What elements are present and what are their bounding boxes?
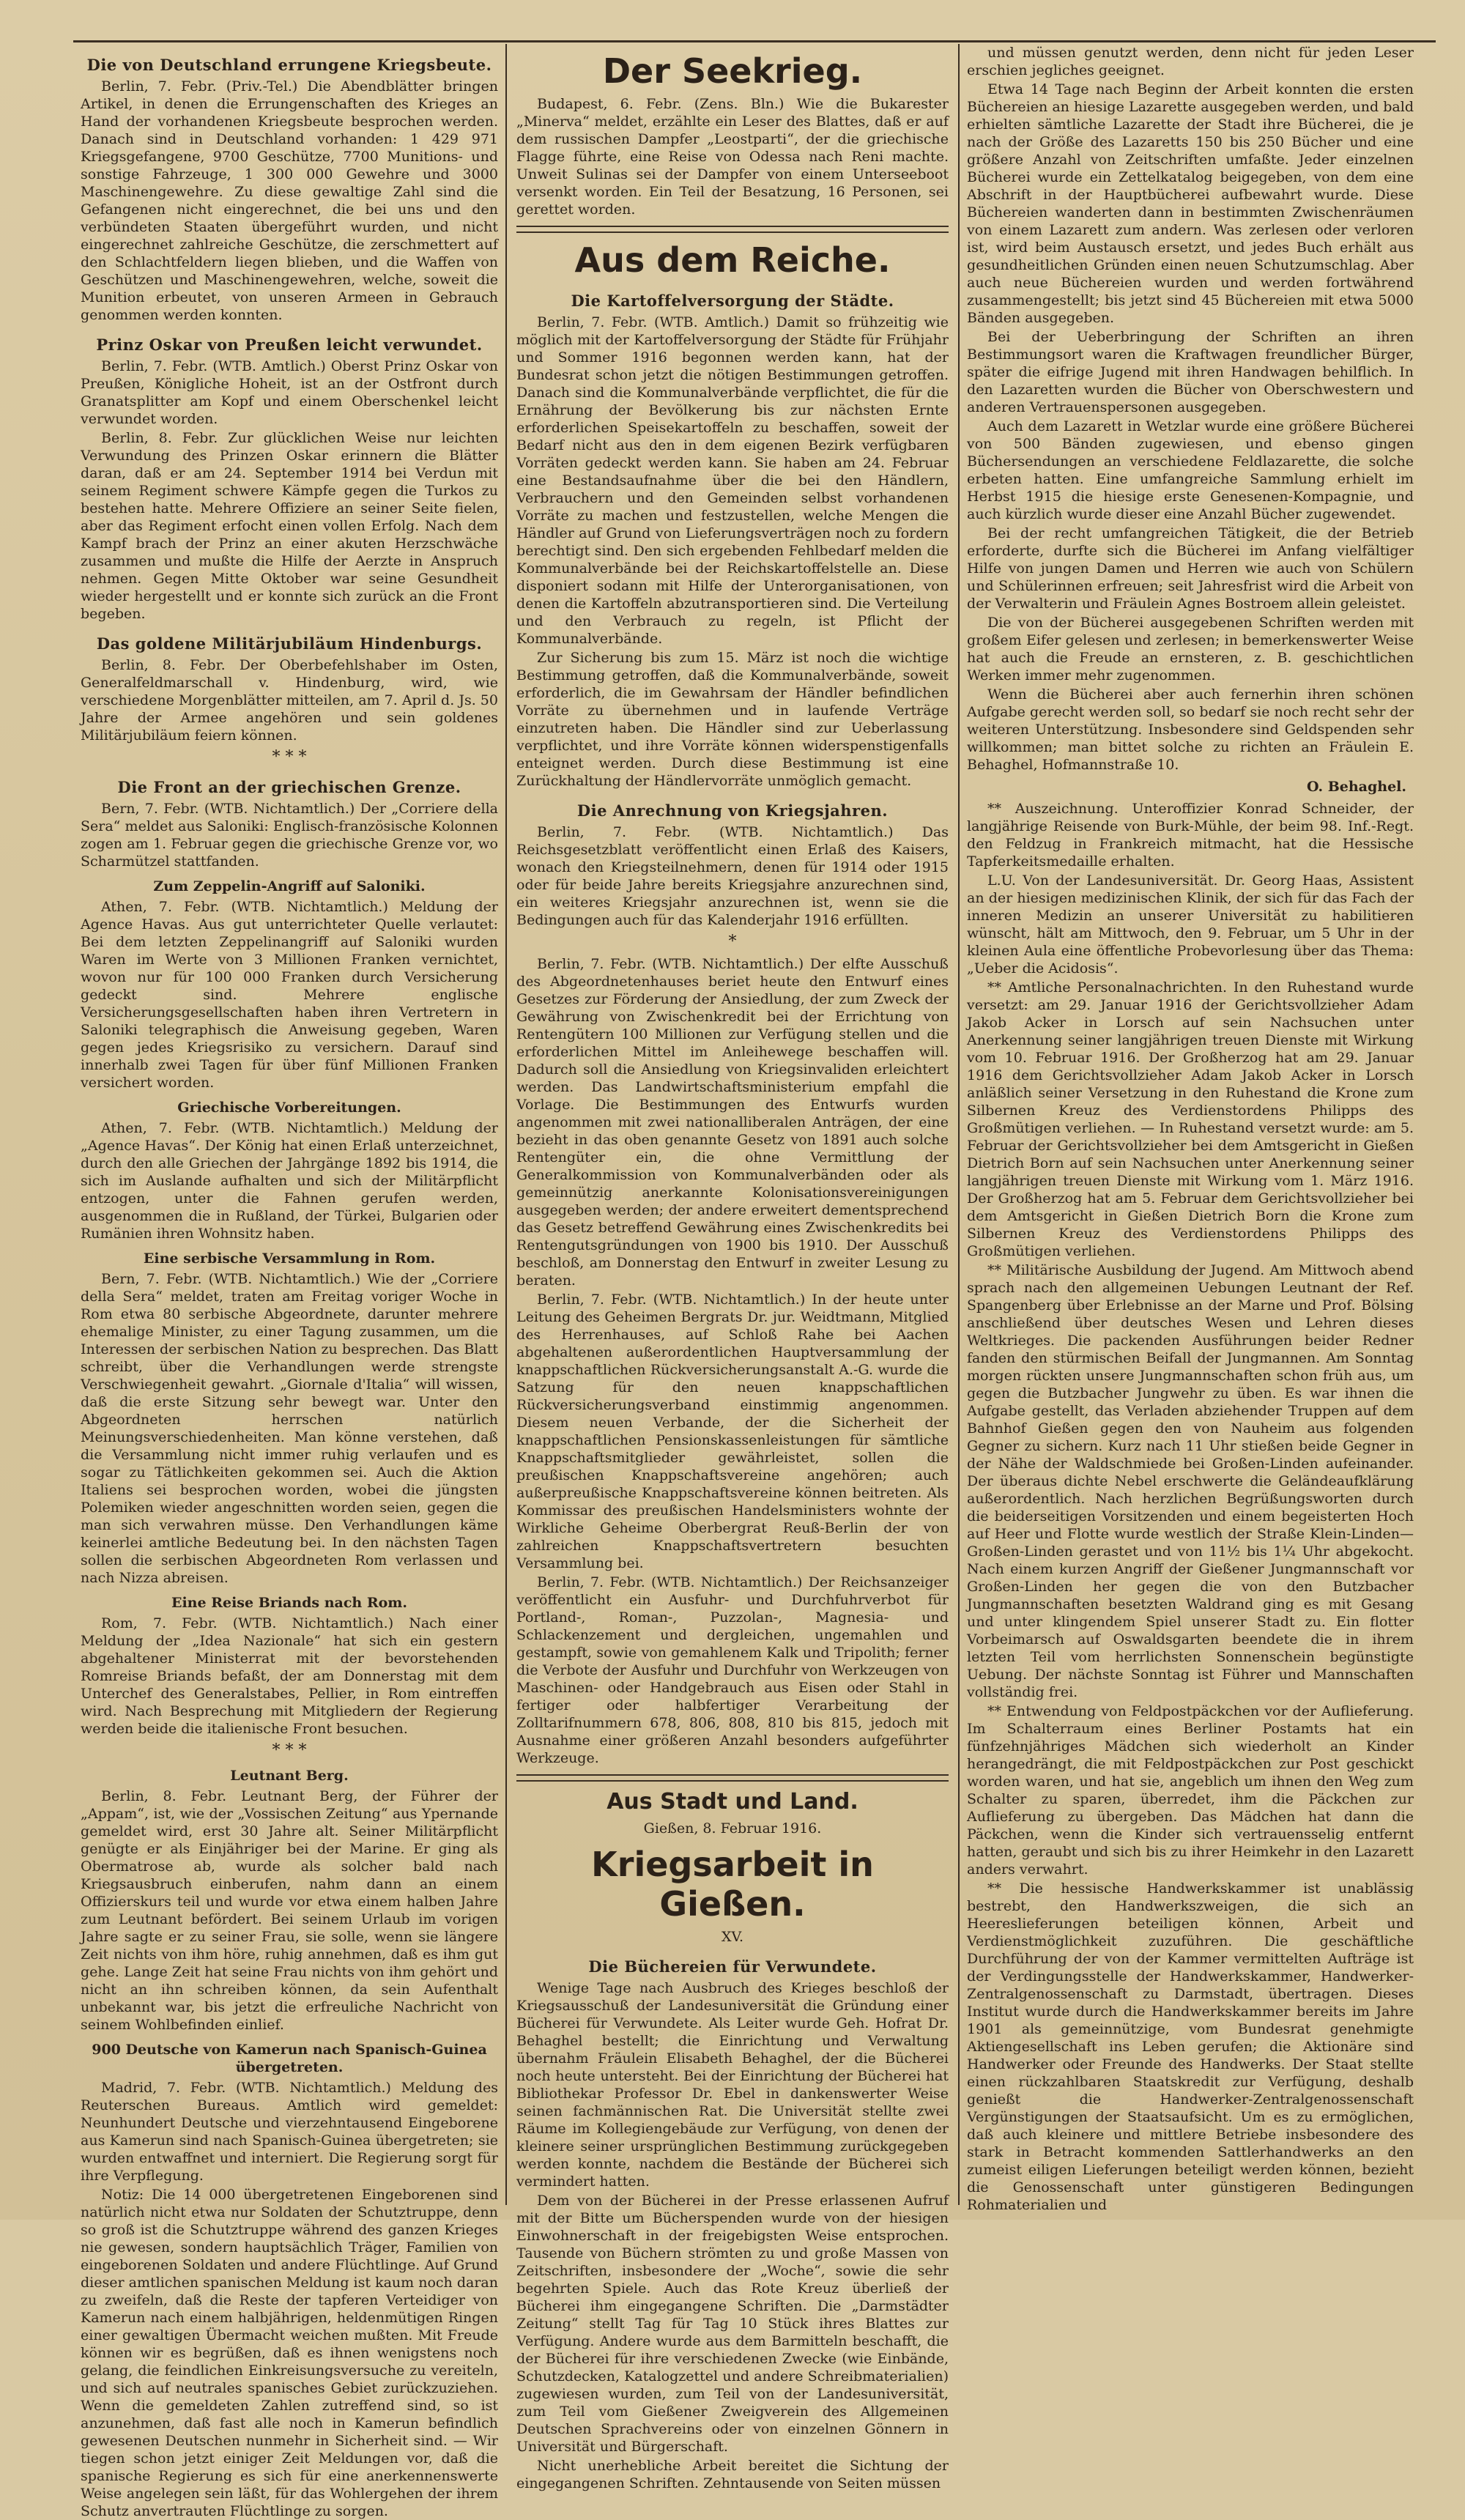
article-paragraph: Bei der Ueberbringung der Schriften an ihren Bestimmungsort waren die Kraftwagen freundlicher Bürger, später die eifrige Jugend mit ihren Handwagen behilflich. In den Lazaretten wurden die Bücher von Oberschwestern und anderen Vertrauenspersonen ausgegeben. [967, 329, 1414, 415]
article-heading: Leutnant Berg. [230, 1768, 349, 1784]
article-paragraph: ** Entwendung von Feldpostpäckchen vor der Auflieferung. Im Schalterraum eines Berliner Postamts hat ein fünfzehnjähriges Mädchen sich wiederholt an Kinder herangedrängt, die mit Feldpostpäckchen zur Post geschickt worden waren, und hat sie, angeblich um ihnen den Weg zum Schalter zu sparen, überredet, ihm die Päckchen zur Auflieferung zu übergeben. Das Mädchen hat dann die Päckchen, wenn die Kinder sich vertrauensselig entfernt hatten, geraubt und sich bis zu ihrer Heimkehr in den Lazarett anders verwahrt. [967, 1703, 1414, 1878]
article-paragraph: Bern, 7. Febr. (WTB. Nichtamtlich.) Wie der „Corriere della Sera“ meldet, traten am Freitag voriger Woche in Rom etwa 80 serbische Abgeordnete, darunter mehrere ehemalige Minister, zu einer Tagung zusammen, um die Interessen der serbischen Nation zu besprechen. Das Blatt schreibt, über die Verhandlungen werde strengste Verschwiegenheit gewahrt. „Giornale d'Italia“ will wissen, daß die erste Sitzung sehr bewegt war. Unter den Abgeordneten herrschen natürlich Meinungsverschiedenheiten. Man könne verstehen, daß die Versammlung nicht immer ruhig verlaufen und es sogar zu Tätlichkeiten gekommen sei. Auch die Aktion Italiens sei besprochen worden, wobei die jüngsten Polemiken wieder angeschnitten worden seien, gegen die man sich verwahren müsse. Den Verhandlungen käme keinerlei amtliche Bedeutung bei. In den nächsten Tagen sollen die serbischen Abgeordneten Rom verlassen und nach Nizza abreisen. [81, 1271, 498, 1586]
series-number: XV. [722, 1929, 743, 1945]
article-paragraph: Dem von der Bücherei in der Presse erlassenen Aufruf mit der Bitte um Bücherspenden wurde von der hiesigen Einwohnerschaft in der freigebigsten Weise entsprochen. Tausende von Büchern strömten zu und große Massen von Zeitschriften, insbesondere der „Woche“, sowie die sehr begehrten Spiele. Auch das Rote Kreuz überließ der Bücherei ihm eingegangene Schriften. Die „Darmstädter Zeitung“ stellt Tag für Tag 10 Stück ihres Blattes zur Verfügung. Andere wurde aus dem Barmitteln beschafft, die der Bücherei für ihre verschiedenen Zwecke (wie Einbände, Schutzdecken, Katalogzettel und andere Schreibmaterialien) zugewiesen wurden, zum Teil von der Landesuniversität, zum Teil vom Gießener Zweigverein des Allgemeinen Deutschen Sprachvereins oder von einzelnen Gönnern in Universität und Bürgerschaft. [516, 2193, 949, 2455]
article-heading: Die von Deutschland errungene Kriegsbeute. [86, 56, 492, 74]
article-paragraph: Zur Sicherung bis zum 15. März ist noch die wichtige Bestimmung getroffen, daß die Kommunalverbände, soweit erforderlich, die im Gewahrsam der Händler befindlichen Vorräte zu übernehmen und in laufende Verträge einzutreten haben. Die Händler sind zur Ueberlassung verpflichtet, und ihre Vorräte können widerspenstigenfalls enteignet werden. Durch diese Bestimmung ist eine Zurückhaltung der Händlervorräte unmöglich gemacht. [516, 650, 949, 789]
section-separator: * * * [272, 748, 307, 766]
article-paragraph: Berlin, 7. Febr. (WTB. Nichtamtlich.) Das Reichsgesetzblatt veröffentlicht einen Erlaß des Kaisers, wonach den Kriegsteilnehmern, denen für 1914 oder 1915 oder für beide Jahre bereits Kriegsjahre anzurechnen sind, ein weiteres Kriegsjahr anzurechnen ist, wenn sie die Bedingungen auch für das Kalenderjahr 1916 erfüllten. [516, 824, 949, 928]
section-separator: * [728, 933, 737, 951]
section-title: Der Seekrieg. [602, 51, 863, 91]
article-paragraph: Berlin, 8. Febr. Leutnant Berg, der Führer der „Appam“, ist, wie der „Vossischen Zeitung“ aus Ypernande gemeldet wird, erst 30 Jahre alt. Seiner Militärpflicht genügte er als Einjähriger bei der Marine. Er ging als Obermatrose ab, wurde als solcher bald nach Kriegsausbruch einberufen, nahm dann an einem Offizierskurs teil und wurde vor etwa einem halben Jahre zum Leutnant befördert. Bei seinem Urlaub im vorigen Jahre sagte er zu seiner Frau, sie solle, wenn sie längere Zeit nichts von ihm höre, ruhig annehmen, daß es ihm gut gehe. Lange Zeit hat seine Frau nichts von ihm gehört und nicht an ihn schreiben können, da sein Aufenthalt unbekannt war, bis jetzt die erfreuliche Nachricht von seinem Wohlbefinden einlief. [81, 1788, 498, 2033]
article-heading: Eine Reise Briands nach Rom. [171, 1595, 408, 1611]
article-paragraph: Die von der Bücherei ausgegebenen Schriften werden mit großem Eifer gelesen und zerlesen; in bemerkenswerter Weise hat auch die Freude an ernsteren, z. B. geschichtlichen Werken immer mehr zugenommen. [967, 615, 1414, 683]
article-paragraph: L.U. Von der Landesuniversität. Dr. Georg Haas, Assistent an der hiesigen medizinischen Klinik, der sich für das Fach der inneren Medizin an unserer Universität zu habilitieren wünscht, hält am Mittwoch, den 9. Februar, um 5 Uhr in der kleinen Aula eine öffentliche Probevorlesung über das Thema: „Ueber die Acidosis“. [967, 872, 1414, 976]
article-heading: Die Kartoffelversorgung der Städte. [571, 292, 894, 310]
article-heading: Prinz Oskar von Preußen leicht verwundet. [96, 336, 483, 354]
column-divider [958, 44, 960, 2205]
section-title: Kriegsarbeit in Gießen. [591, 1845, 874, 1924]
article-paragraph: Budapest, 6. Febr. (Zens. Bln.) Wie die Bukarester „Minerva“ meldet, erzählte ein Leser des Blattes, daß er auf dem russischen Dampfer „Leostparti“, der die griechische Flagge führte, eine Reise von Odessa nach Reni machte. Unweit Sulinas sei der Dampfer von einem Unterseeboot versenkt worden. Ein Teil der Besatzung, 16 Personen, sei gerettet worden. [516, 96, 949, 218]
article-paragraph: Madrid, 7. Febr. (WTB. Nichtamtlich.) Meldung des Reuterschen Bureaus. Amtlich wird gemeldet: Neunhundert Deutsche und vierzehntausend Eingeborene aus Kamerun sind nach Spanisch-Guinea übergetreten; sie wurden entwaffnet und interniert. Die Regierung sorgt für ihre Verpflegung. [81, 2080, 498, 2184]
article-paragraph: Berlin, 7. Febr. (WTB. Nichtamtlich.) Der Reichsanzeiger veröffentlicht ein Ausfuhr- und Durchfuhrverbot für Portland-, Roman-, Puzzolan-, Magnesia- und Schlackenzement und dergleichen, ungemahlen und gestampft, sowie von gemahlenem Kalk und Tripolith; ferner die Verbote der Ausfuhr und Durchfuhr von Werkzeugen von Maschinen- oder Handgebrauch aus Eisen oder Stahl in fertiger oder halbfertiger Verarbeitung der Zolltarifnummern 678, 806, 808, 810 bis 815, jedoch mit Ausnahme einer größeren Anzahl besonders aufgeführter Werkzeuge. [516, 1574, 949, 1766]
article-paragraph: Wenn die Bücherei aber auch fernerhin ihren schönen Aufgabe gerecht werden soll, so bedarf sie noch recht sehr der weiteren Unterstützung. Insbesondere sind Geldspenden sehr willkommen; man bittet solche zu richten an Fräulein E. Behaghel, Hofmannstraße 10. [967, 686, 1414, 773]
column-divider [505, 44, 507, 2205]
signature: O. Behaghel. [1307, 779, 1406, 795]
column-right [967, 44, 1414, 2213]
article-paragraph: Berlin, 7. Febr. (WTB. Nichtamtlich.) Der elfte Ausschuß des Abgeordnetenhauses beriet heute den Entwurf eines Gesetzes zur Förderung der Ansiedlung, der zum Zweck der Gewährung von Zwischenkredit bei der Errichtung von Rentengütern 100 Millionen zur Verfügung stellen und die erforderlichen Mittel im Anleihewege beschaffen will. Dadurch soll die Ansiedlung von Kriegsinvaliden erleichtert werden. Das Landwirtschaftsministerium empfahl die Vorlage. Die Bestimmungen des Entwurfs wurden angenommen mit zwei nationalliberalen Anträgen, der eine bezieht in das oben genannte Gesetz von 1891 auch solche Rentengüter ein, die ohne Vermittlung der Generalkommission von Kommunalverbänden oder als gemeinnützig anerkannte Kolonisationsvereinigungen ausgegeben werden; der andere erweitert dementsprechend das Gesetz betreffend Gewährung eines Zwischenkredits bei Rentengutsgründungen von 1900 bis 1910. Der Ausschuß beschloß, am Donnerstag den Entwurf in zweiter Lesung zu beraten. [516, 956, 949, 1289]
article-paragraph: ** Militärische Ausbildung der Jugend. Am Mittwoch abend sprach nach den allgemeinen Uebungen Leutnant der Ref. Spangenberg über Erlebnisse an der Marne und Prof. Bölsing anschließend über deutsches Wesen und Lehren dieses Weltkrieges. Die packenden Ausführungen beider Redner fanden den stürmischen Beifall der Jungmannen. Am Sonntag morgen rückten unsere Jungmannschaften schon früh aus, um gegen die Butzbacher Jungwehr zu üben. Es war ihnen die Aufgabe gestellt, das Verladen abziehender Truppen auf dem Bahnhof Gießen gegen den von Nauheim aus folgenden Gegner zu sichern. Kurz nach 11 Uhr stießen beide Gegner in der Nähe der Waldschmiede bei Großen-Linden aufeinander. Der überaus dichte Nebel erschwerte die Geländeaufklärung außerordentlich. Nach herzlichen Begrüßungsworten durch die beiderseitigen Vorsitzenden und einem begeisterten Hoch auf Heer und Flotte wurde westlich der Straße Klein-Linden—Großen-Linden gerastet und von 11½ bis 1¼ Uhr abgekocht. Nach einem kurzen Angriff der Gießener Jungmannschaft vor Großen-Linden her gegen die von den Butzbacher Jungmannschaften besetzten Waldrand ging es mit Gesang und unter klingendem Spiel unserer Stadt zu. Ein flotter Vorbeimarsch auf Oswaldsgarten beendete die in ihrem letzten Teil vom herrlichsten Sonnenschein begünstigte Uebung. Der nächste Sonntag ist Führer und Mannschaften vollständig frei. [967, 1262, 1414, 1700]
article-heading: Die Büchereien für Verwundete. [588, 1957, 877, 1976]
article-paragraph: Notiz: Die 14 000 übergetretenen Eingeborenen sind natürlich nicht etwa nur Soldaten der Schutztruppe, denn so groß ist die Schutztruppe während des ganzen Krieges nie gewesen, sondern hauptsächlich Träger, Familien von eingeborenen Soldaten und andere Flüchtlinge. Auf Grund dieser amtlichen spanischen Meldung ist kaum noch daran zu zweifeln, daß die Reste der tapferen Verteidiger von Kamerun nach einem halbjährigen, heldenmütigen Ringen einer gewaltigen Übermacht weichen mußten. Mit Freude können wir es begrüßen, daß es ihnen wenigstens noch gelang, die feindlichen Einkreisungsversuche zu vereiteln, und sich auf neutrales spanisches Gebiet zurückzuziehen. Wenn die gemeldeten Zahlen zutreffend sind, so ist anzunehmen, daß fast alle noch in Kamerun befindlich gewesenen Deutschen nunmehr in Sicherheit sind. — Wir tiegen schon jetzt einiger Zeit Meldungen vor, daß die spanische Regierung es sich für eine anerkennenswerte Weise angelegen sein läßt, für das Wohlergehen der ihrem Schutz anvertrauten Flüchtlinge zu sorgen. [81, 2187, 498, 2519]
article-paragraph: Bern, 7. Febr. (WTB. Nichtamtlich.) Der „Corriere della Sera“ meldet aus Saloniki: Englisch-französische Kolonnen zogen am 1. Februar gegen die griechische Grenze vor, wo Scharmützel stattfanden. [81, 801, 498, 870]
section-separator: * * * [272, 1741, 307, 1760]
article-heading: Das goldene Militärjubiläum Hindenburgs. [96, 634, 483, 653]
article-paragraph: und müssen genutzt werden, denn nicht für jeden Leser erschien jegliches geeignet. [967, 45, 1414, 78]
article-paragraph: Berlin, 8. Febr. Zur glücklichen Weise nur leichten Verwundung des Prinzen Oskar erinnern die Blätter daran, daß er am 24. September 1914 bei Verdun mit seinem Regiment schwere Kämpfe gegen die Turkos zu bestehen hatte. Mehrere Offiziere an seiner Seite fielen, aber das Regiment erfocht einen vollen Erfolg. Nach dem Kampf brach der Prinz an einer akuten Herzschwäche zusammen und mußte die Hilfe der Aerzte in Anspruch nehmen. Gegen Mitte Oktober war seine Gesundheit wieder hergestellt und er konnte sich zurück an die Front begeben. [81, 430, 498, 622]
article-paragraph: Berlin, 8. Febr. Der Oberbefehlshaber im Osten, Generalfeldmarschall v. Hindenburg, wird, wie verschiedene Morgenblätter mitteilen, am 7. April d. Js. 50 Jahre der Armee angehören und sein goldenes Militärjubiläum feiern können. [81, 657, 498, 744]
section-title: Aus Stadt und Land. [607, 1789, 858, 1815]
article-heading: Die Front an der griechischen Grenze. [117, 778, 461, 796]
article-paragraph: Berlin, 7. Febr. (WTB. Nichtamtlich.) In der heute unter Leitung des Geheimen Bergrats Dr. jur. Weidtmann, Mitglied des Herrenhauses, auf Schloß Rahe bei Aachen abgehaltenen außerordentlichen Hauptversammlung der knappschaftlichen Rückversicherungsanstalt A.-G. wurde die Satzung für den neuen knappschaftlichen Rückversicherungsverband einstimmig angenommen. Diesem neuen Verbande, der die Sicherheit der knappschaftlichen Pensionskassenleistungen für sämtliche Knappschaftsmitglieder gewährleistet, sollen die preußischen Knappschaftsvereine angehören; auch außerpreußische Knappschaftsvereine können beitreten. Als Kommissar des preußischen Handelsministers wohnte der Wirkliche Geheime Oberbergrat Reuß-Berlin der von zahlreichen Knappschaftsvertretern besuchten Versammlung bei. [516, 1292, 949, 1571]
section-title: Aus dem Reiche. [574, 240, 891, 280]
column-middle [516, 44, 949, 2491]
article-paragraph: Wenige Tage nach Ausbruch des Krieges beschloß der Kriegsausschuß der Landesuniversität die Gründung einer Bücherei für Verwundete. Als Leiter wurde Geh. Hofrat Dr. Behaghel bestellt; die Einrichtung und Verwaltung übernahm Fräulein Elisabeth Behaghel, der die Bücherei noch heute untersteht. Bei der Einrichtung der Bücherei hat Bibliothekar Professor Dr. Ebel in dankenswerter Weise seinen fachmännischen Rat. Die Universität stellte zwei Räume im Kollegiengebäude zur Verfügung, von denen der kleinere seiner ursprünglichen Bestimmung zurückgegeben werden konnte, nachdem die Bestände der Bücherei sich vermindert hatten. [516, 1980, 949, 2190]
article-paragraph: ** Amtliche Personalnachrichten. In den Ruhestand wurde versetzt: am 29. Januar 1916 der Gerichtsvollzieher Adam Jakob Acker in Lorsch auf sein Nachsuchen unter Anerkennung seiner langjährigen treuen Dienste mit Wirkung vom 10. Februar 1916. Der Großherzog hat am 29. Januar 1916 dem Gerichtsvollzieher Adam Jakob Acker in Lorsch anläßlich seiner Versetzung in den Ruhestand die Krone zum Silbernen Kreuz des Verdienstordens Philipps des Großmütigen verliehen. — In Ruhestand versetzt wurde: am 5. Februar der Gerichtsvollzieher bei dem Amtsgericht in Gießen Dietrich Born auf sein Nachsuchen unter Anerkennung seiner langjährigen treuen Dienste mit Wirkung vom 1. März 1916. Der Großherzog hat am 5. Februar dem Gerichtsvollzieher bei dem Amtsgericht in Gießen Dietrich Born die Krone zum Silbernen Kreuz des Verdienstordens Philipps des Großmütigen verliehen. [967, 979, 1414, 1259]
article-paragraph: Berlin, 7. Febr. (WTB. Amtlich.) Oberst Prinz Oskar von Preußen, Königliche Hoheit, ist an der Ostfront durch Granatsplitter am Kopf und einem Oberschenkel leicht verwundet worden. [81, 358, 498, 427]
article-paragraph: Bei der recht umfangreichen Tätigkeit, die der Betrieb erforderte, durfte sich die Bücherei im Anfang vielfältiger Hilfe von jungen Damen und Herren wie auch von Schülern und Schülerinnen erfreuen; seit Jahresfrist wird die Arbeit von der Verwalterin und Fräulein Agnes Bostroem allein geleistet. [967, 525, 1414, 612]
double-rule [516, 1774, 949, 1782]
article-paragraph: Berlin, 7. Febr. (WTB. Amtlich.) Damit so frühzeitig wie möglich mit der Kartoffelversorgung der Städte für Frühjahr und Sommer 1916 begonnen werden kann, hat der Bundesrat schon jetzt die nötigen Bestimmungen getroffen. Danach sind die Kommunalverbände verpflichtet, die für die Ernährung der Bevölkerung bis zur nächsten Ernte erforderlichen Speisekartoffeln zu beschaffen, soweit der Bedarf nicht aus den in dem eigenen Bezirk verfügbaren Vorräten gedeckt werden kann. Sie haben am 24. Februar eine Bestandsaufnahme über die bei den Händlern, Verbrauchern und den Gemeinden selbst vorhandenen Vorräte zu machen und festzustellen, welche Mengen die Händler auf Grund von Lieferungsverträgen noch zu fordern berechtigt sind. Den sich ergebenden Fehlbedarf melden die Kommunalverbände bei der Reichskartoffelstelle an. Diese disponiert sodann mit Hilfe der Unterorganisationen, von denen die Kartoffeln abzutransportieren sind. Die Verteilung und den Verbrauch zu regeln, ist Pflicht der Kommunalverbände. [516, 314, 949, 647]
article-heading: Griechische Vorbereitungen. [177, 1100, 401, 1116]
article-paragraph: Berlin, 7. Febr. (Priv.-Tel.) Die Abendblätter bringen Artikel, in denen die Errungenschaften des Krieges an Hand der vorhandenen Kriegsbeute besprochen werden. Danach sind in Deutschland vorhanden: 1 429 971 Kriegsgefangene, 9700 Geschütze, 7700 Munitions- und sonstige Fahrzeuge, 1 300 000 Gewehre und 3000 Maschinengewehre. Zu diese gewaltige Zahl sind die Gefangenen nicht eingerechnet, die bei uns und den verbündeten Staaten übergeführt wurden, und nicht eingerechnet zahlreiche Geschütze, die zerschmettert auf den Schlachtfeldern liegen blieben, und die Waffen von Geschützen und Maschinengewehren, welche, soweit die Munition erbeutet, von unseren Armeen in Gebrauch genommen werden konnten. [81, 78, 498, 323]
double-rule [516, 226, 949, 233]
article-paragraph: ** Auszeichnung. Unteroffizier Konrad Schneider, der langjährige Reisende von Burk-Mühle, der beim 98. Inf.-Regt. den Feldzug in Frankreich mitmacht, hat die Hessische Tapferkeitsmedaille erhalten. [967, 801, 1414, 870]
dateline: Gießen, 8. Februar 1916. [643, 1820, 822, 1837]
article-heading: 900 Deutsche von Kamerun nach Spanisch-Guinea übergetreten. [92, 2042, 487, 2075]
article-heading: Zum Zeppelin-Angriff auf Saloniki. [153, 878, 426, 894]
article-paragraph: Athen, 7. Febr. (WTB. Nichtamtlich.) Meldung der Agence Havas. Aus gut unterrichteter Quelle verlautet: Bei dem letzten Zeppelinangriff auf Saloniki wurden Waren im Werte von 3 Millionen Franken vernichtet, wovon nur für 100 000 Franken durch Versicherung gedeckt sind. Mehrere englische Versicherungsgesellschaften haben ihren Vertretern in Saloniki telegraphisch die Anweisung gegeben, Waren gegen jedes Kriegsrisiko zu versichern. Darauf sind innerhalb zwei Tagen für über fünf Millionen Franken versichert worden. [81, 899, 498, 1091]
article-heading: Die Anrechnung von Kriegsjahren. [576, 801, 889, 820]
article-paragraph: Athen, 7. Febr. (WTB. Nichtamtlich.) Meldung der „Agence Havas“. Der König hat einen Erlaß unterzeichnet, durch den alle Griechen der Jahrgänge 1892 bis 1914, die sich im Auslande aufhalten und sich der Militärpflicht entzogen, unter die Fahnen gerufen werden, ausgenommen die in Rußland, der Türkei, Bulgarien oder Rumänien ihren Wohnsitz haben. [81, 1120, 498, 1242]
article-paragraph: Nicht unerhebliche Arbeit bereitet die Sichtung der eingegangenen Schriften. Zehntausende von Seiten müssen [516, 2458, 949, 2491]
top-rule [73, 40, 1436, 42]
article-paragraph: Etwa 14 Tage nach Beginn der Arbeit konnten die ersten Büchereien an hiesige Lazarette ausgegeben werden, und bald erhielten sämtliche Lazarette der Stadt ihre Bücherei, die je nach der Größe des Lazaretts 150 bis 250 Bücher und eine größere Anzahl von Zeitschriften umfaßte. Jeder einzelnen Bücherei wurde ein Zettelkatalog beigegeben, von dem eine Abschrift in der Hauptbücherei aufbewahrt wurde. Diese Büchereien wanderten dann in bestimmten Zwischenräumen von einem Lazarett zum andern. Was zerlesen oder verloren ist, wird beim Austausch ersetzt, und jedes Buch erhält aus gesundheitlichen Gründen einen neuen Schutzumschlag. Aber auch neue Büchereien wurden und werden fortwährend zusammengestellt; bis jetzt sind 45 Büchereien mit etwa 5000 Bänden ausgegeben. [967, 81, 1414, 326]
column-left [81, 44, 498, 2519]
article-heading: Eine serbische Versammlung in Rom. [143, 1250, 436, 1267]
article-paragraph: Auch dem Lazarett in Wetzlar wurde eine größere Bücherei von 500 Bänden zugewiesen, und ebenso gingen Büchersendungen an verschiedene Feldlazarette, die solche erbeten hatten. Eine umfangreiche Sammlung erhielt im Herbst 1915 die hiesige erste Genesenen-Kompagnie, und auch kürzlich wurde dieser eine Anzahl Bücher zugewendet. [967, 418, 1414, 522]
article-paragraph: Rom, 7. Febr. (WTB. Nichtamtlich.) Nach einer Meldung der „Idea Nazionale“ hat sich ein gestern abgehaltener Ministerrat mit der bevorstehenden Romreise Briands befaßt, der am Donnerstag mit dem Unterchef des Generalstabes, Pellier, in Rom eintreffen wird. Nach Besprechung mit Mitgliedern der Regierung werden beide die italienische Front besuchen. [81, 1615, 498, 1737]
article-paragraph: ** Die hessische Handwerkskammer ist unablässig bestrebt, den Handwerkszweigen, die sich an Heereslieferungen beteiligen können, Arbeit und Verdienstmöglichkeit zuzuführen. Die geschäftliche Durchführung der von der Kammer vermittelten Aufträge ist der Verdingungsstelle der Handwerkskammer, Handwerker-Zentralgenossenschaft zu Darmstadt, übertragen. Dieses Institut wurde durch die Handwerkskammer bereits im Jahre 1901 als gemeinnützige, vom Bundesrat genehmigte Aktiengesellschaft ins Leben gerufen; die Aktionäre sind Handwerker oder Freunde des Handwerks. Der Staat stellte einen rückzahlbaren Staatskredit zur Verfügung, deshalb genießt die Handwerker-Zentralgenossenschaft Vergünstigungen der Staatsaufsicht. Um es zu ermöglichen, daß auch kleinere und mittlere Betriebe insbesondere des stark in Betracht kommenden Sattlerhandwerks an den zumeist eiligen Lieferungen beteiligt werden können, bezieht die Genossenschaft unter günstigeren Bedingungen Rohmaterialien und [967, 1880, 1414, 2213]
